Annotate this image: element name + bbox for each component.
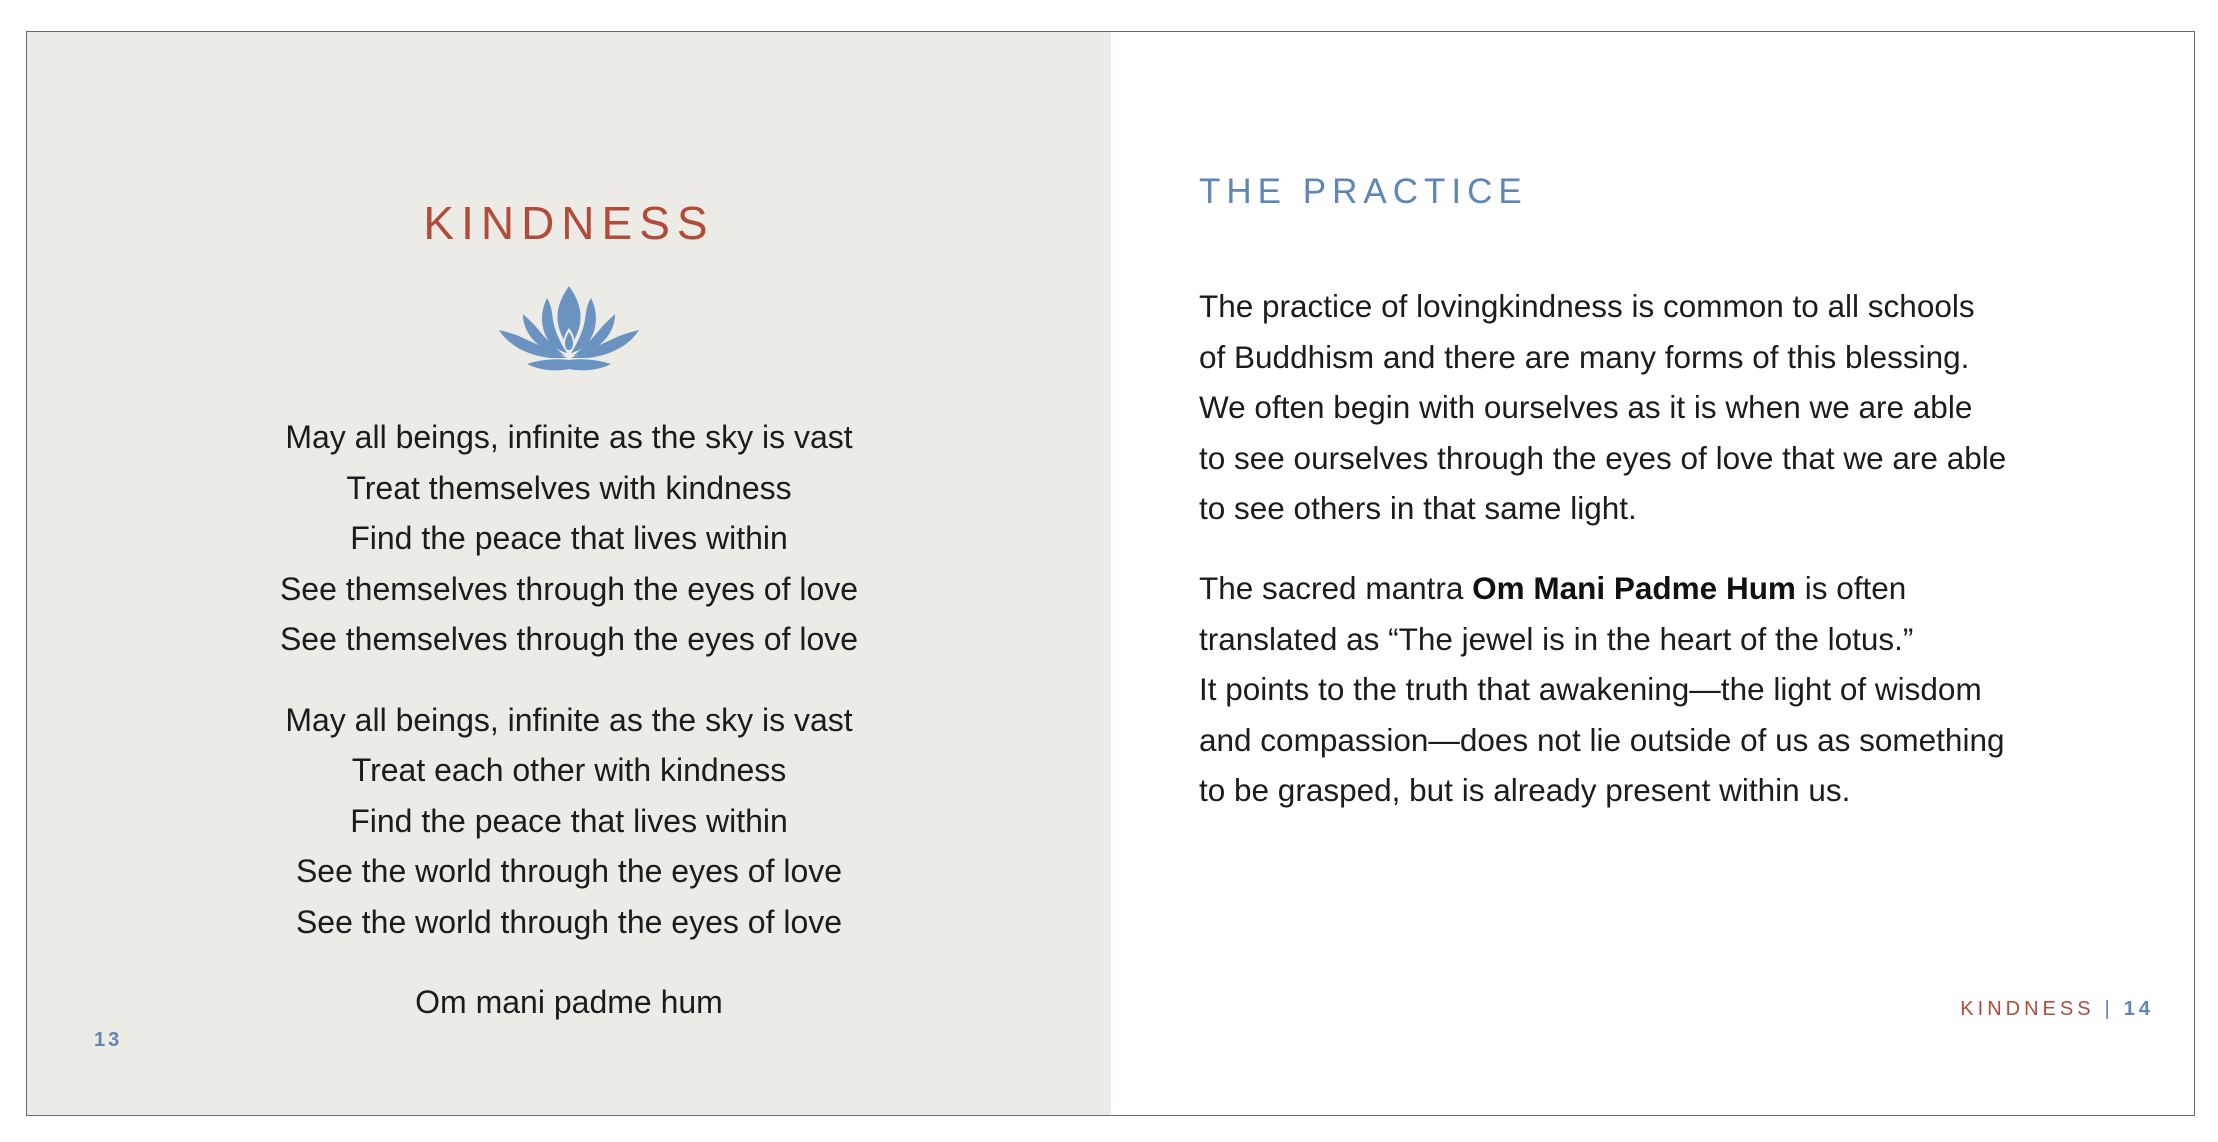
- poem-line: See themselves through the eyes of love: [279, 621, 859, 657]
- body-line: We often begin with ourselves as it is when we are able: [1199, 389, 1973, 425]
- poem-line: Find the peace that lives within: [350, 520, 788, 556]
- poem-line: Treat themselves with kindness: [346, 469, 792, 506]
- lovingkindness-poem: [27, 412, 1111, 1028]
- poem-line: May all beings, infinite as the sky is vast: [285, 419, 853, 455]
- poem-line: See the world through the eyes of love: [295, 853, 843, 889]
- footer-separator: |: [2104, 998, 2114, 1020]
- body-line: to be grasped, but is already present within us.: [1199, 772, 1851, 808]
- poem-stanza-1: [27, 412, 1111, 665]
- body-line: to see others in that same light.: [1199, 490, 1637, 526]
- body-line: to see ourselves through the eyes of love that we are able: [1199, 439, 2007, 476]
- body-line: and compassion—does not lie outside of us as something: [1199, 721, 2005, 758]
- left-page: [27, 32, 1111, 1115]
- poem-stanza-2: [27, 695, 1111, 948]
- body-line: translated as “The jewel is in the heart of the lotus.”: [1199, 620, 1914, 657]
- body-line: It points to the truth that awakening—the light of wisdom: [1199, 671, 1982, 707]
- mantra-intro-text: The sacred mantra: [1199, 570, 1473, 606]
- body-line: of Buddhism and there are many forms of this blessing.: [1199, 338, 1970, 375]
- poem-line: Find the peace that lives within: [350, 802, 788, 839]
- section-heading: THE PRACTICE: [1199, 172, 1528, 211]
- body-line-with-mantra: [1199, 563, 2099, 614]
- footer-section-label: KINDNESS: [1960, 998, 2095, 1020]
- poem-line: See the world through the eyes of love: [295, 903, 843, 940]
- lotus-icon: [499, 284, 639, 372]
- poem-line: See themselves through the eyes of love: [279, 570, 859, 607]
- practice-paragraph-2: [1199, 563, 2099, 816]
- page-title: KINDNESS: [423, 197, 715, 249]
- body-line: The practice of lovingkindness is common to all schools: [1199, 288, 1975, 324]
- poem-line: May all beings, infinite as the sky is vast: [285, 701, 853, 738]
- mantra-bold-term: Om Mani Padme Hum: [1472, 570, 1796, 606]
- mantra-suffix-text: is often: [1795, 570, 1907, 606]
- running-footer: [1960, 998, 2154, 1021]
- mantra-line: Om mani padme hum: [415, 984, 723, 1020]
- page-number-left: 13: [94, 1029, 123, 1051]
- practice-paragraph-1: [1199, 281, 2099, 534]
- page-number-right: 14: [2123, 998, 2154, 1020]
- poem-line: Treat each other with kindness: [351, 752, 787, 788]
